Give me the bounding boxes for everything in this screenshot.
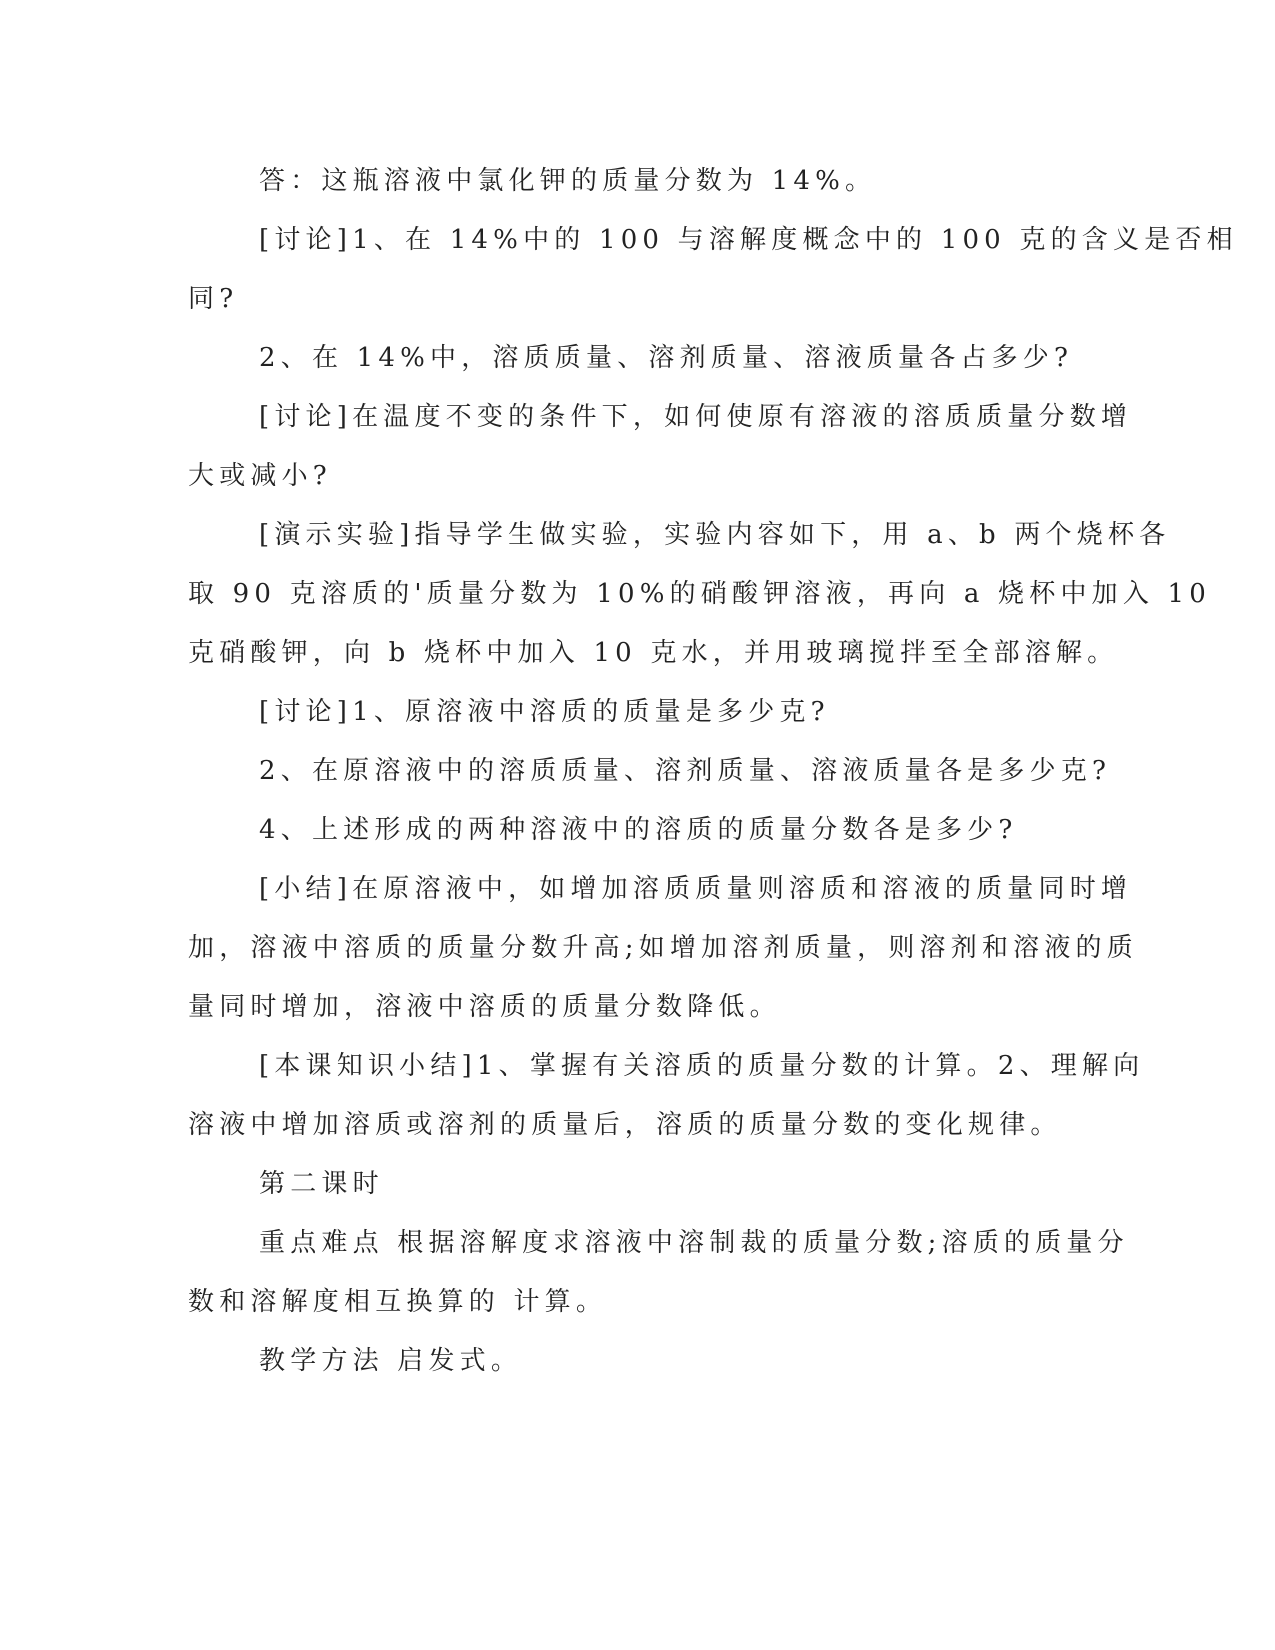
paragraph-question-4: 4、上述形成的两种溶液中的溶质的质量分数各是多少? <box>259 815 1018 845</box>
paragraph-lesson-summary-line-2: 溶液中增加溶质或溶剂的质量后，溶质的质量分数的变化规律。 <box>188 1110 1062 1140</box>
paragraph-answer: 答：这瓶溶液中氯化钾的质量分数为 14%。 <box>259 166 877 196</box>
paragraph-teaching-method: 教学方法 启发式。 <box>259 1346 523 1376</box>
paragraph-key-points-line-2: 数和溶解度相互换算的 计算。 <box>188 1287 608 1317</box>
paragraph-summary-line-3: 量同时增加，溶液中溶质的质量分数降低。 <box>188 992 781 1022</box>
paragraph-key-points-line-1: 重点难点 根据溶解度求溶液中溶制裁的质量分数;溶质的质量分 <box>259 1228 1129 1258</box>
section-heading-second-lesson: 第二课时 <box>259 1169 384 1199</box>
paragraph-experiment-line-3: 克硝酸钾，向 b 烧杯中加入 10 克水，并用玻璃搅拌至全部溶解。 <box>188 638 1119 668</box>
paragraph-summary-line-1: [小结]在原溶液中，如增加溶质质量则溶质和溶液的质量同时增 <box>259 874 1133 904</box>
paragraph-experiment-line-1: [演示实验]指导学生做实验，实验内容如下，用 a、b 两个烧杯各 <box>259 520 1171 550</box>
paragraph-discussion-1-line-1: [讨论]1、在 14%中的 100 与溶解度概念中的 100 克的含义是否相 <box>259 225 1238 255</box>
paragraph-discussion-2-line-2: 大或减小? <box>188 461 332 491</box>
paragraph-lesson-summary-line-1: [本课知识小结]1、掌握有关溶质的质量分数的计算。2、理解向 <box>259 1051 1145 1081</box>
paragraph-discussion-2-line-1: [讨论]在温度不变的条件下，如何使原有溶液的溶质质量分数增 <box>259 402 1133 432</box>
paragraph-discussion-1-line-2: 同? <box>188 284 239 314</box>
paragraph-question-2: 2、在 14%中，溶质质量、溶剂质量、溶液质量各占多少? <box>259 343 1074 373</box>
paragraph-summary-line-2: 加，溶液中溶质的质量分数升高;如增加溶剂质量，则溶剂和溶液的质 <box>188 933 1138 963</box>
paragraph-experiment-line-2: 取 90 克溶质的'质量分数为 10%的硝酸钾溶液，再向 a 烧杯中加入 10 <box>188 579 1211 609</box>
paragraph-question-2b: 2、在原溶液中的溶质质量、溶剂质量、溶液质量各是多少克? <box>259 756 1112 786</box>
paragraph-discussion-3: [讨论]1、原溶液中溶质的质量是多少克? <box>259 697 830 727</box>
